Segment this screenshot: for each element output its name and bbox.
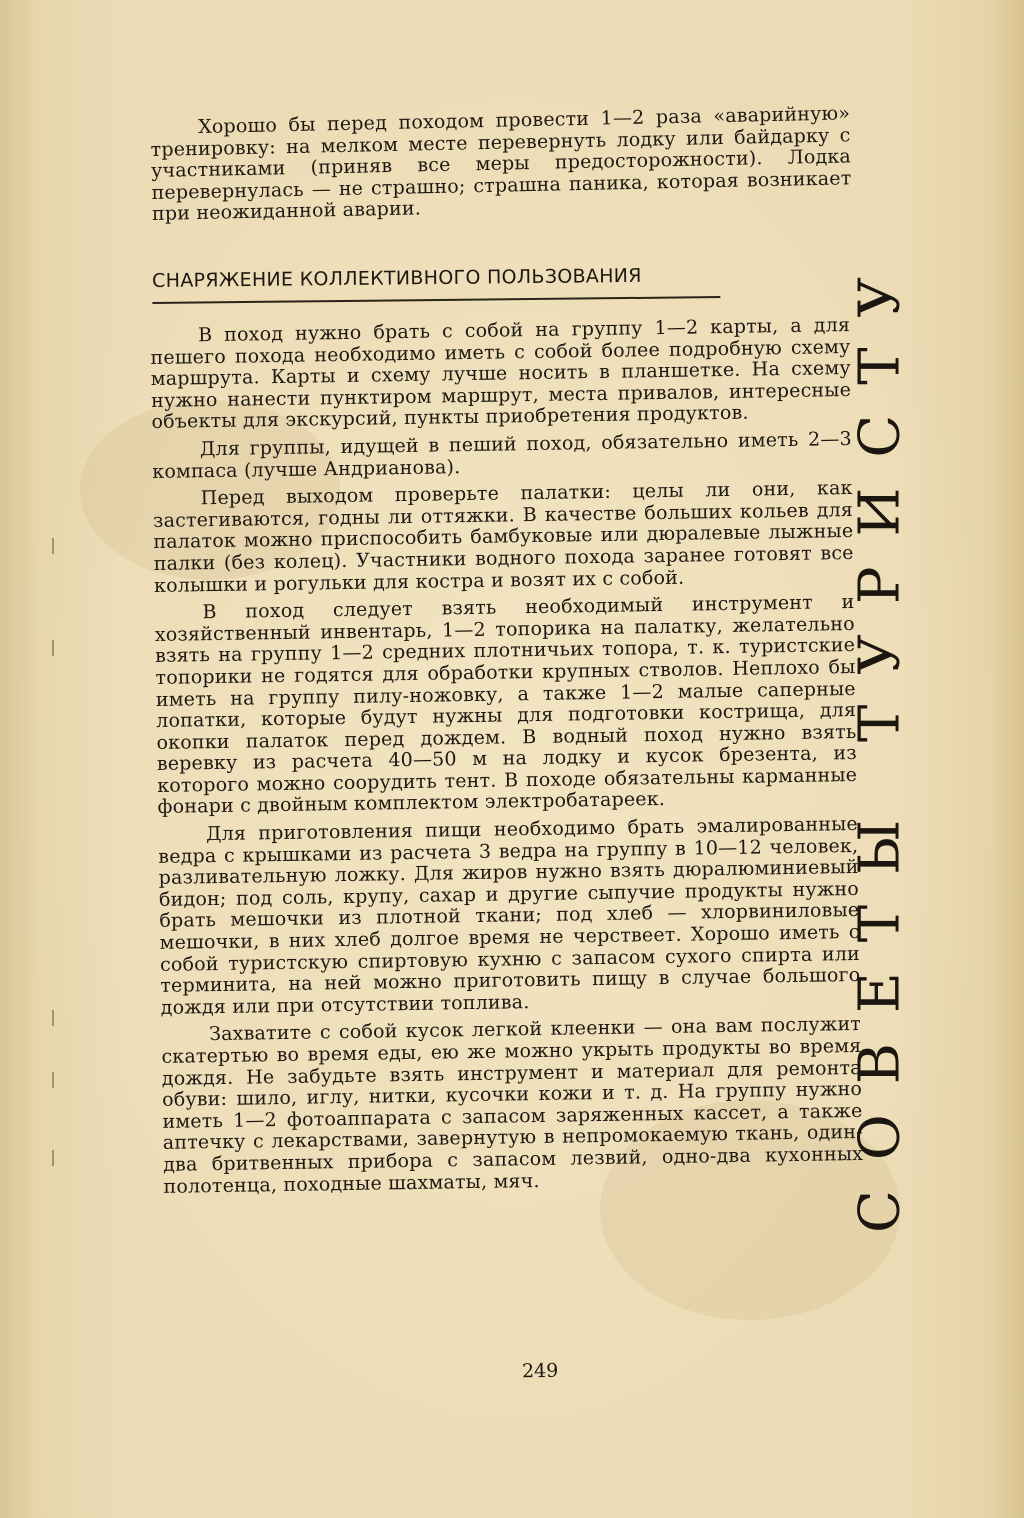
- margin-section-title: СОВЕТЫ ТУРИСТУ: [847, 246, 913, 1234]
- main-text: [150, 315, 864, 1204]
- paragraph: В поход нужно брать с собой на группу 1—2 карты, а для пешего похода необходимо иметь с собой более подробную схему маршрута. Карты и схему лучше носить в планшетке. На схему нужно нанести пунктиром маршрут, места привалов, интересные объекты для экскурсий, пункты приобретения продуктов.: [150, 314, 852, 434]
- intro-section: [150, 103, 852, 232]
- binding-mark: [52, 538, 60, 554]
- page-number: 249: [521, 1359, 559, 1383]
- binding-mark: [52, 1010, 60, 1026]
- binding-mark: [52, 640, 60, 656]
- binding-mark: [52, 1072, 60, 1088]
- paragraph: Захватите с собой кусок легкой клеенки — она вам послужит скатертью во время еды, ею же можно укрыть продукты во время дождя. Не забудьте взять инструмент и материал для ремонта обуви: шило, иглу, нитки, кусочки кожи и т. д. На группу нужно иметь 1—2 фотоаппарата с запасом заряженных кассет, а также аптечку с лекарствами, завернутую в непромокаемую ткань, один-два бритвенных прибора с запасом лезвий, одно-два кухонных полотенца, походные шахматы, мяч.: [161, 1013, 864, 1198]
- paragraph: В поход следует взять необходимый инструмент и хозяйственный инвентарь, 1—2 топорика на палатку, желательно взять на группу 1—2 средних плотничьих топора, т. к. туристские топорики не годятся для обработки крупных стволов. Неплохо бы иметь на группу пилу-ножовку, а также 1—2 малые саперные лопатки, которые будут нужны для подготовки кострища, для окопки палаток перед дождем. В водный поход нужно взять веревку из расчета 40—50 м на лодку и кусок брезента, из которого можно соорудить тент. В походе обязательны карманные фонари с двойным комплектом электробатареек.: [154, 591, 858, 819]
- section-heading: СНАРЯЖЕНИЕ КОЛЛЕКТИВНОГО ПОЛЬЗОВАНИЯ: [152, 264, 720, 304]
- paragraph: Перед выходом проверьте палатки: целы ли они, как застегиваются, годны ли оттяжки. В качестве больших кольев для палаток можно приспособить бамбуковые или дюралевые лыжные палки (без колец). Участники водного похода заранее готовят все колышки и рогульки для костра и возят их с собой.: [152, 477, 854, 597]
- paragraph: Для приготовления пищи необходимо брать эмалированные ведра с крышками из расчета 3 ведра на группу в 10—12 человек, разливательную ложку. Для жиров нужно взять дюралюминиевый бидон; под соль, крупу, сахар и другие сыпучие продукты нужно брать мешочки из плотной ткани; под хлеб — хлорвиниловые мешочки, в них хлеб долгое время не черствеет. Хорошо иметь с собой туристскую спиртовую кухню с запасом сухого спирта или терминита, на ней можно приготовить пищу в случае большого дождя или при отсутствии топлива.: [158, 813, 861, 1019]
- binding-mark: [52, 1150, 60, 1166]
- paragraph: Для группы, идущей в пеший поход, обязательно иметь 2—3 компаса (лучше Андрианова).: [152, 427, 853, 483]
- intro-paragraph: Хорошо бы перед походом провести 1—2 раза «аварийную» тренировку: на мелком месте перевернуть лодку или байдарку с участниками (приняв все меры предосторожности). Лодка перевернулась — не страшно; страшна паника, которая возникает при неожиданной аварии.: [150, 102, 852, 226]
